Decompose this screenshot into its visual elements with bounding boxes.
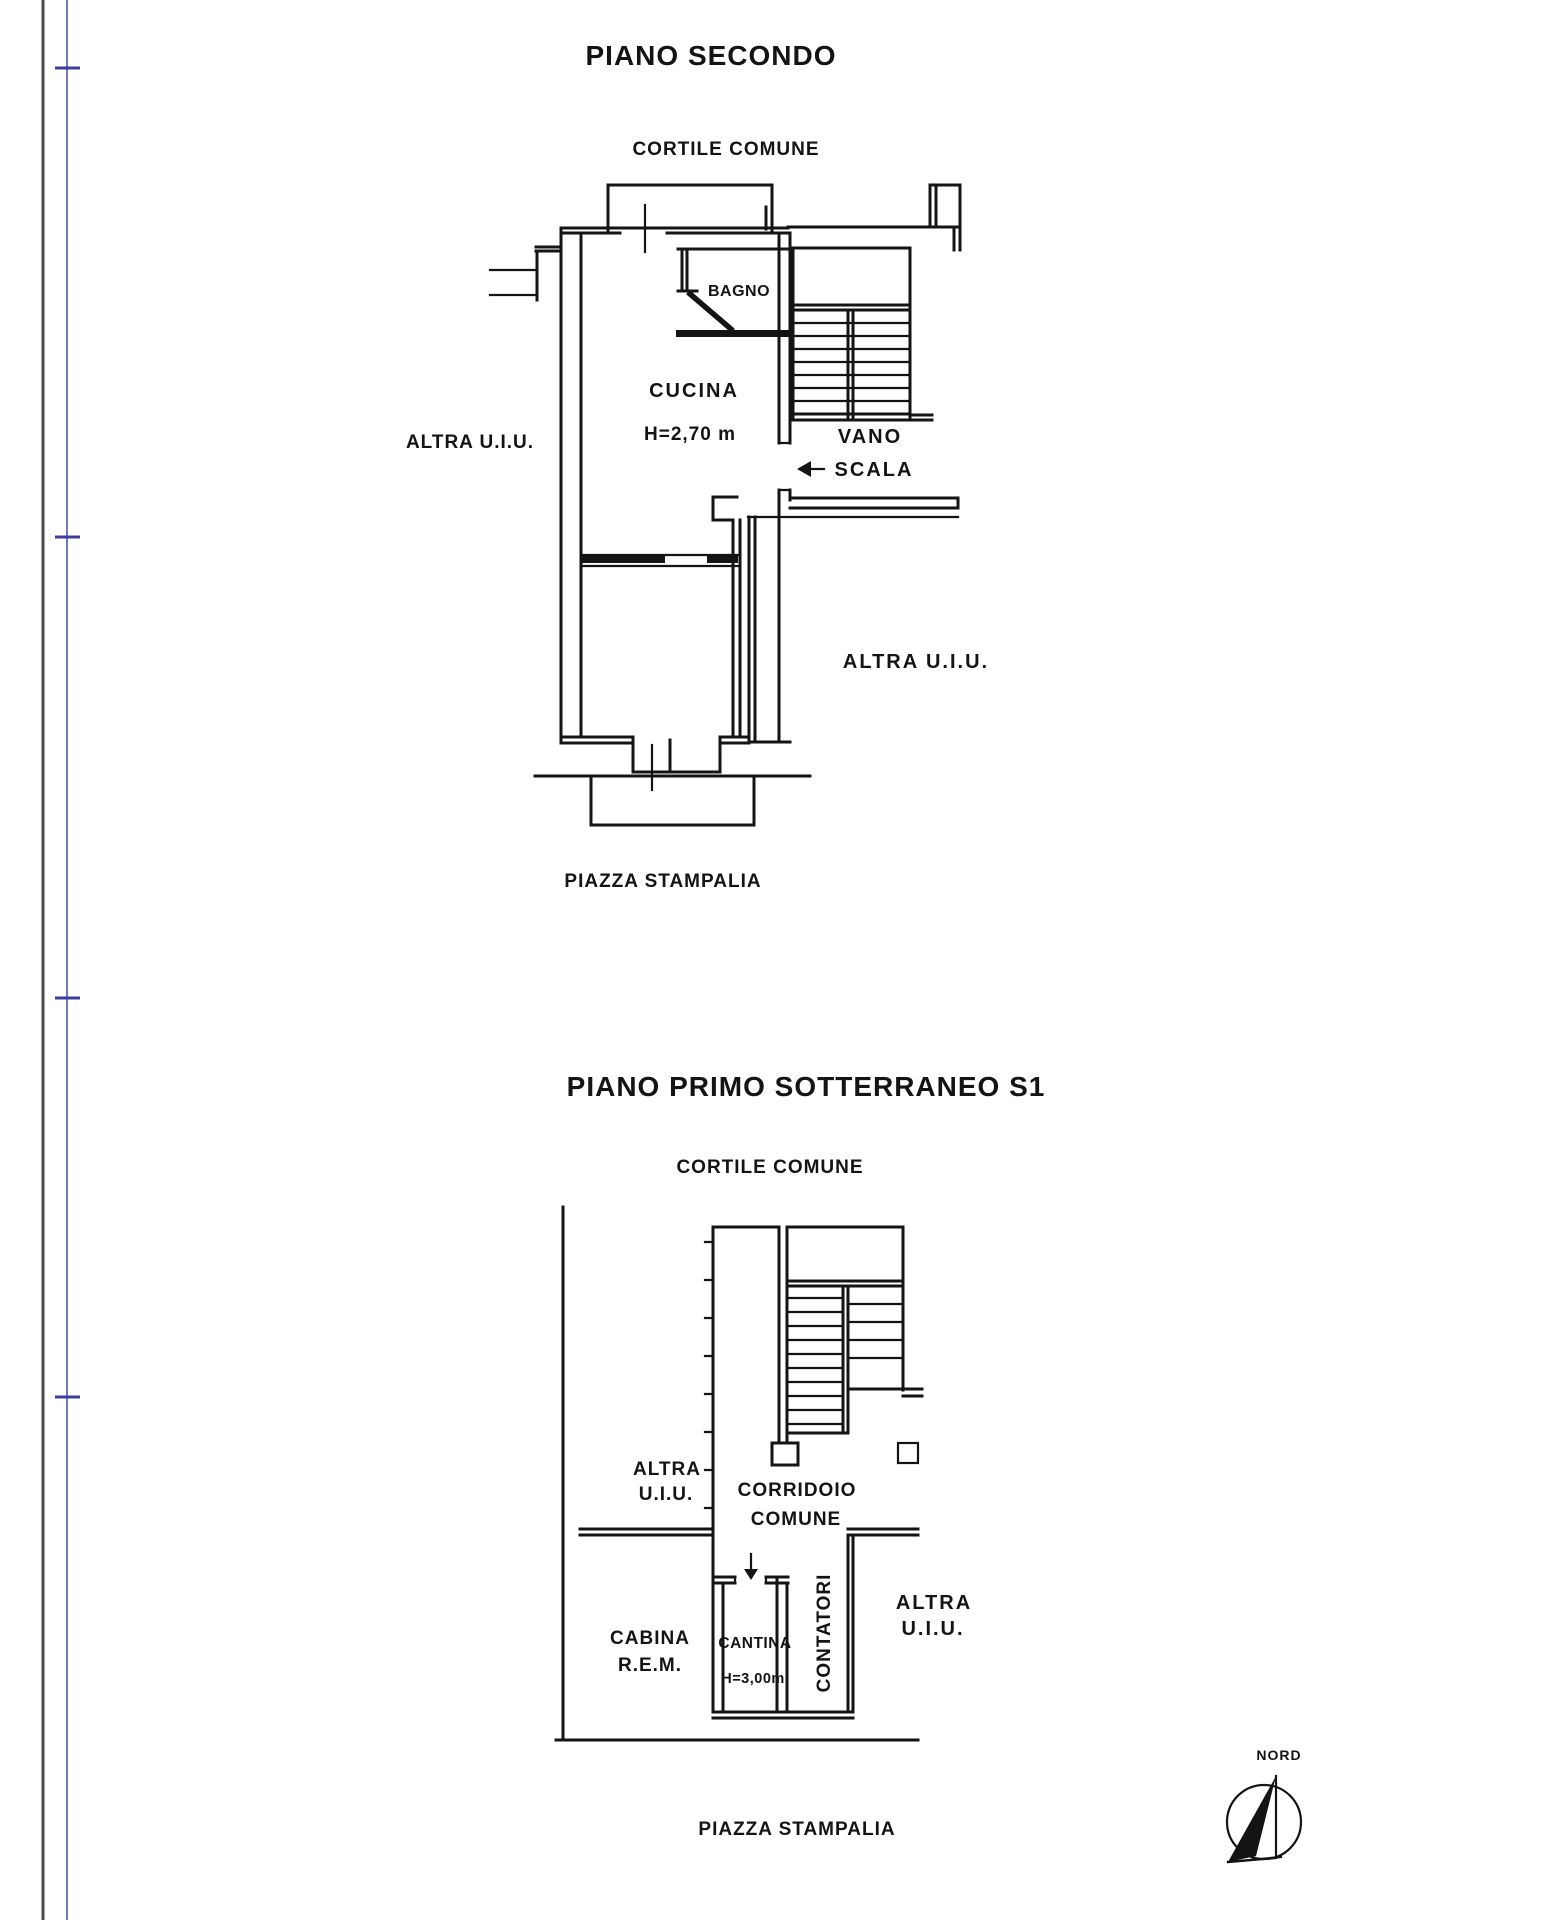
plan-basement-title: PIANO PRIMO SOTTERRANEO S1 bbox=[566, 1071, 1046, 1102]
kitchen-label: CUCINA bbox=[649, 380, 739, 402]
cabin-label-line2: R.E.M. bbox=[617, 1655, 683, 1676]
bottom-bay-and-balcony bbox=[535, 737, 810, 825]
pillar bbox=[898, 1443, 918, 1463]
entrance-wall bbox=[779, 233, 790, 742]
north-compass-icon bbox=[1227, 1747, 1302, 1862]
other-unit-right-label-line2: U.I.U. bbox=[901, 1618, 965, 1640]
kitchen-height-label: H=2,70 m bbox=[644, 424, 736, 445]
other-unit-left-label-line2: U.I.U. bbox=[638, 1484, 694, 1505]
meters-label: CONTATORI bbox=[814, 1573, 835, 1693]
courtyard-label: CORTILE COMUNE bbox=[632, 139, 820, 160]
entrance-arrow-icon bbox=[797, 461, 824, 477]
other-unit-right-label: ALTRA U.I.U. bbox=[842, 651, 990, 673]
street-label: PIAZZA STAMPALIA bbox=[698, 1819, 896, 1840]
corridor-label-line1: CORRIDOIO bbox=[737, 1480, 857, 1501]
street-label: PIAZZA STAMPALIA bbox=[564, 871, 762, 892]
balcony-top bbox=[608, 185, 772, 252]
courtyard-label: CORTILE COMUNE bbox=[676, 1157, 864, 1178]
margin-ruler bbox=[43, 0, 80, 1920]
apartment-walls bbox=[490, 228, 788, 743]
stairwell-label-line1: VANO bbox=[837, 426, 903, 448]
bathroom-label: BAGNO bbox=[707, 283, 771, 300]
cellar-entrance-arrow-icon bbox=[744, 1554, 758, 1580]
stair-foot-block bbox=[772, 1443, 798, 1465]
other-unit-right-label-line1: ALTRA bbox=[895, 1592, 973, 1614]
plan-basement bbox=[556, 1071, 1045, 1840]
plan-second-floor-title: PIANO SECONDO bbox=[585, 40, 837, 71]
north-label: NORD bbox=[1256, 1747, 1302, 1763]
stairwell-label-line2: SCALA bbox=[834, 459, 914, 481]
other-unit-left-label: ALTRA U.I.U. bbox=[405, 432, 535, 453]
other-unit-left-label-line1: ALTRA bbox=[633, 1459, 701, 1480]
cabin-label-line1: CABINA bbox=[610, 1628, 690, 1649]
corridor-label-line2: COMUNE bbox=[750, 1509, 842, 1530]
basement-stairwell bbox=[772, 1227, 922, 1465]
cellar-height-label: H=3,00m bbox=[721, 1671, 785, 1687]
partition-and-lower-room bbox=[581, 497, 790, 743]
cellar-label: CANTINA bbox=[718, 1635, 792, 1652]
plan-second-floor bbox=[406, 40, 989, 892]
